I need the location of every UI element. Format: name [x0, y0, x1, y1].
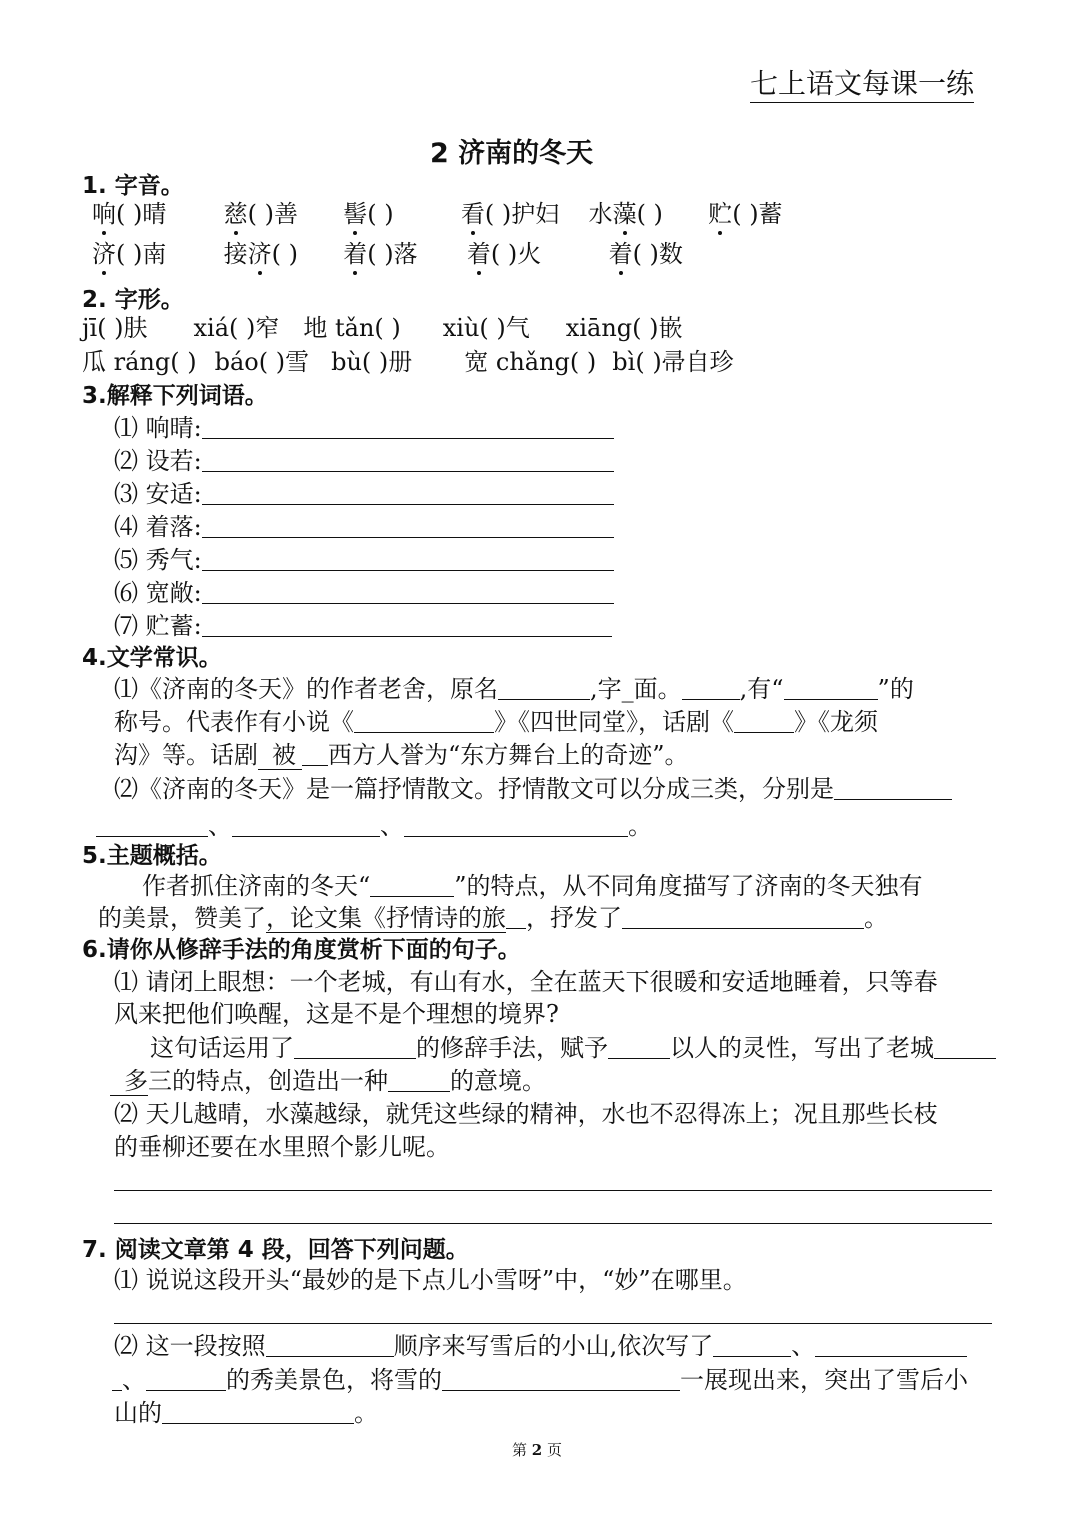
literature-line-2: 称号。代表作有小说《 》《四世同堂》，话剧《 》《龙须	[114, 708, 878, 736]
reading-q2-line-1: ⑵ 这一段按照 顺序来写雪后的小山,依次写了 、	[114, 1330, 967, 1362]
filled-blank: 被	[258, 741, 302, 770]
item: 着( )落	[343, 240, 418, 268]
series-label-text: 七上语文每课一练	[750, 67, 974, 103]
literature-line-4: ⑵《济南的冬天》是一篇抒情散文。抒情散文可以分成三类，分别是	[114, 773, 952, 805]
term-item: ⑶ 安适:	[114, 478, 614, 510]
answer-blank[interactable]	[682, 673, 740, 700]
answer-blank[interactable]	[784, 673, 878, 700]
answer-blank[interactable]	[232, 810, 380, 837]
section-2-heading: 2. 字形。	[82, 287, 184, 313]
answer-blank[interactable]	[388, 1065, 450, 1092]
rhetoric-q1-line-2: 风来把他们唤醒，这是不是个理想的境界?	[114, 1000, 559, 1028]
answer-blank[interactable]	[202, 610, 612, 637]
answer-blank[interactable]	[202, 511, 614, 538]
dotted-char: 济	[247, 240, 272, 268]
answer-blank[interactable]	[112, 1364, 122, 1391]
item: 慈( )善	[223, 200, 298, 228]
answer-blank[interactable]	[608, 1032, 670, 1059]
rhetoric-answer-line-1: 这句话运用了 的修辞手法，赋予 以人的灵性，写出了老城	[150, 1032, 996, 1064]
answer-blank[interactable]	[202, 412, 614, 439]
answer-rule[interactable]	[114, 1323, 992, 1324]
glyph-item: xiāng( )嵌	[565, 314, 683, 342]
answer-blank[interactable]	[498, 673, 590, 700]
dotted-char: 着	[343, 240, 368, 268]
pronunciation-row-1	[92, 198, 783, 230]
answer-blank[interactable]	[815, 1330, 967, 1357]
glyph-item: xiá( )窄	[193, 314, 280, 342]
answer-blank[interactable]	[834, 773, 952, 800]
glyph-row-2	[82, 346, 734, 378]
answer-rule[interactable]	[114, 1223, 992, 1224]
item: 贮( )蓄	[708, 200, 783, 228]
term-item: ⑵ 设若:	[114, 445, 614, 477]
dotted-char: 着	[466, 240, 491, 268]
section-3-heading: 3.解释下列词语。	[82, 383, 268, 409]
theme-line-1: 作者抓住济南的冬天“ ”的特点，从不同角度描写了济南的冬天独有	[142, 872, 923, 900]
answer-blank[interactable]	[442, 1364, 680, 1391]
reading-q1: ⑴ 说说这段开头“最妙的是下点儿小雪呀”中，“妙”在哪里。	[114, 1266, 747, 1294]
glyph-row-1	[82, 312, 683, 344]
answer-blank[interactable]	[713, 1330, 791, 1357]
theme-line-2: 的美景，赞美了，论文集《抒情诗的旅 ，抒发了 。	[98, 904, 888, 932]
answer-blank[interactable]	[934, 1032, 996, 1059]
glyph-item: xiù( )气	[442, 314, 530, 342]
answer-blank[interactable]	[202, 544, 614, 571]
item: 着( )火	[466, 240, 542, 268]
filled-blank: 多	[110, 1067, 148, 1096]
section-1-heading: 1. 字音。	[82, 173, 184, 199]
rhetoric-answer-line-2: 多三的特点，创造出一种 的意境。	[110, 1065, 546, 1097]
glyph-item: 宽 chǎng( )	[464, 348, 597, 376]
reading-q2-line-3: 山的 。	[114, 1399, 378, 1427]
answer-blank[interactable]	[294, 1032, 416, 1059]
dotted-char: 髻	[343, 200, 368, 228]
item: 着( )数	[608, 240, 683, 268]
term-item: ⑺ 贮蓄:	[114, 610, 612, 642]
glyph-item: jī( )肤	[82, 314, 148, 342]
term-item: ⑷ 着落:	[114, 511, 614, 543]
pronunciation-row-2	[92, 238, 683, 270]
page-number-value: 2	[531, 1441, 543, 1459]
item: 水藻( )	[588, 200, 663, 228]
literature-line-3: 沟》等。话剧 被 西方人誉为“东方舞台上的奇迹”。	[114, 741, 689, 769]
series-label	[750, 66, 974, 102]
answer-blank[interactable]	[162, 1397, 354, 1424]
glyph-item: báo( )雪	[214, 348, 310, 376]
dotted-char: 看	[460, 200, 485, 228]
term-item: ⑴ 响晴:	[114, 412, 614, 444]
section-5-heading: 5.主题概括。	[82, 843, 222, 869]
answer-blank[interactable]	[202, 445, 614, 472]
rhetoric-q2-line-1: ⑵ 天儿越晴，水藻越绿，就凭这些绿的精神，水也不忍得冻上；况且那些长枝	[114, 1100, 938, 1128]
glyph-item: bì( )帚自珍	[612, 348, 734, 376]
filled-blank: ，论文集《抒情诗的旅	[266, 904, 506, 932]
item: 接济( )	[223, 240, 298, 268]
answer-rule[interactable]	[114, 1190, 992, 1191]
literature-line-5: 、 、 。	[96, 810, 652, 842]
glyph-item: 地 tǎn( )	[303, 314, 401, 342]
answer-blank[interactable]	[622, 902, 864, 929]
dotted-char: 响	[92, 200, 116, 228]
section-6-heading: 6.请你从修辞手法的角度赏析下面的句子。	[82, 937, 521, 963]
rhetoric-q1-line-1: ⑴ 请闭上眼想：一个老城，有山有水，全在蓝天下很暖和安适地睡着，只等春	[114, 968, 938, 996]
item: 髻( )	[343, 200, 394, 228]
answer-blank[interactable]	[146, 1364, 226, 1391]
reading-q2-line-2: 、 的秀美景色，将雪的 一展现出来，突出了雪后小	[112, 1364, 968, 1396]
rhetoric-q2-line-2: 的垂柳还要在水里照个影儿呢。	[114, 1133, 450, 1161]
term-item: ⑹ 宽敞:	[114, 577, 614, 609]
answer-blank[interactable]	[370, 870, 454, 897]
answer-blank[interactable]	[266, 1330, 394, 1357]
dotted-char: 济	[92, 240, 116, 268]
answer-blank[interactable]	[202, 478, 614, 505]
glyph-item: 瓜 ráng( )	[82, 348, 197, 376]
page-number: 第 2 页	[512, 1441, 562, 1459]
answer-blank[interactable]	[202, 577, 614, 604]
literature-line-1: ⑴《济南的冬天》的作者老舍，原名 ,字_面。 ,有“ ”的	[114, 675, 914, 703]
page-title: 2 济南的冬天	[430, 138, 594, 169]
answer-blank[interactable]	[302, 739, 328, 766]
dotted-char: 藻	[612, 200, 637, 228]
glyph-item: bù( )册	[331, 348, 413, 376]
dotted-char: 着	[608, 240, 633, 268]
item: 看( )护妇	[460, 200, 560, 228]
term-item: ⑸ 秀气:	[114, 544, 614, 576]
section-4-heading: 4.文学常识。	[82, 645, 222, 671]
section-7-heading: 7. 阅读文章第 4 段，回答下列问题。	[82, 1237, 469, 1263]
dotted-char: 贮	[708, 200, 733, 228]
dotted-char: 慈	[223, 200, 248, 228]
item: 响( )晴	[92, 200, 167, 228]
item: 济( )南	[92, 240, 167, 268]
answer-blank[interactable]	[404, 810, 628, 837]
answer-blank[interactable]	[734, 706, 794, 733]
answer-blank[interactable]	[96, 810, 208, 837]
answer-blank[interactable]	[506, 902, 526, 929]
answer-blank[interactable]	[354, 706, 494, 733]
